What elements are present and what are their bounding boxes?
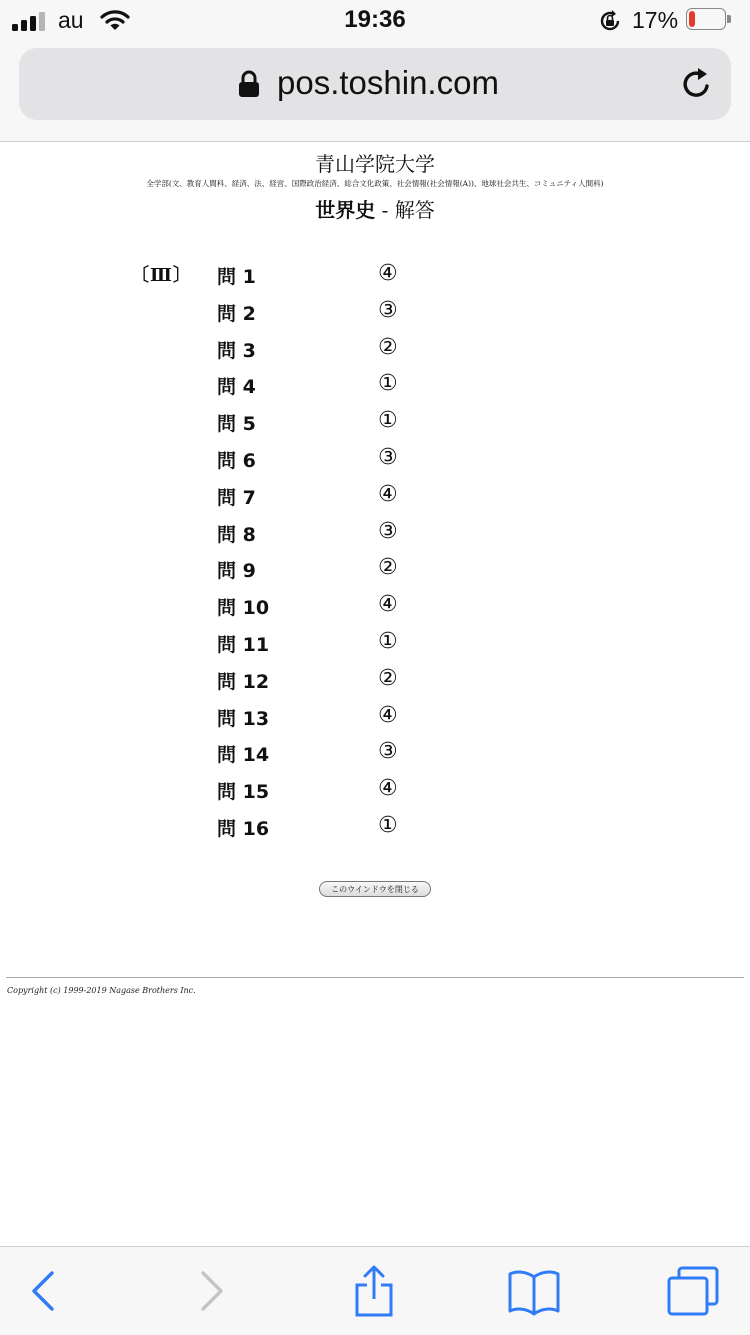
answer-value: ④ <box>378 702 398 728</box>
university-name: 青山学院大学 <box>315 152 435 176</box>
question-label: 問 11 <box>217 634 270 656</box>
subject-name: 世界史 <box>315 198 376 222</box>
battery-icon <box>686 8 732 32</box>
answer-value: ② <box>378 555 398 581</box>
table-row <box>0 590 750 624</box>
carrier-name: au <box>58 7 84 33</box>
table-row <box>0 259 750 293</box>
table-row <box>0 296 750 330</box>
close-window-button[interactable]: このウインドウを閉じる <box>319 881 431 897</box>
question-label: 問 4 <box>217 376 256 399</box>
table-row <box>0 369 750 403</box>
table-row <box>0 443 750 477</box>
question-label: 問 10 <box>217 597 270 620</box>
tabs-icon[interactable] <box>667 1265 719 1317</box>
orientation-lock-icon <box>598 9 622 33</box>
table-row <box>0 737 750 771</box>
question-label: 問 13 <box>217 707 270 730</box>
answer-value: ② <box>378 665 398 691</box>
question-label: 問 3 <box>217 339 256 362</box>
back-icon[interactable] <box>18 1265 70 1317</box>
answer-label: 解答 <box>394 198 435 222</box>
forward-icon <box>185 1265 237 1317</box>
answer-value: ④ <box>378 481 398 507</box>
table-row <box>0 774 750 808</box>
section-label: 〔Ⅲ〕 <box>131 265 192 286</box>
table-row <box>0 333 750 367</box>
table-row <box>0 811 750 845</box>
answer-value: ① <box>378 629 398 654</box>
faculty-list: 全学部(文、教育人間科、経済、法、経営、国際政治経済、総合文化政策、社会情報(社会情報(A))、地球社会共生、コミュニティ人間科) <box>146 179 604 188</box>
address-bar[interactable] <box>19 48 731 120</box>
answer-value: ② <box>378 334 398 360</box>
battery-percent: 17% <box>632 7 679 33</box>
footer-divider <box>6 977 744 978</box>
copyright-text: Copyright (c) 1999-2019 Nagase Brothers Inc. <box>7 986 196 995</box>
question-label: 問 6 <box>217 450 256 472</box>
question-label: 問 7 <box>217 486 256 509</box>
question-label: 問 14 <box>217 744 270 767</box>
question-label: 問 1 <box>217 266 256 288</box>
answer-value: ④ <box>378 776 398 802</box>
page-title <box>0 194 750 223</box>
answer-value: ① <box>378 371 398 397</box>
share-icon[interactable] <box>348 1265 400 1317</box>
table-row <box>0 701 750 735</box>
url-text: pos.toshin.com <box>277 64 499 101</box>
question-label: 問 8 <box>217 523 256 546</box>
page-content <box>0 142 750 1246</box>
table-row <box>0 664 750 698</box>
answer-value: ④ <box>378 592 398 618</box>
browser-address-area <box>0 40 750 142</box>
answer-value: ③ <box>378 445 398 470</box>
table-row <box>0 553 750 587</box>
answer-value: ③ <box>378 739 398 765</box>
answer-value: ① <box>378 408 398 434</box>
question-label: 問 16 <box>217 818 270 840</box>
answer-value: ① <box>378 813 398 838</box>
question-label: 問 2 <box>217 302 256 325</box>
clock: 19:36 <box>344 6 406 33</box>
title-separator: - <box>375 198 395 222</box>
answer-value: ④ <box>378 261 398 286</box>
status-bar <box>0 0 750 40</box>
table-row <box>0 406 750 440</box>
answer-value: ③ <box>378 297 398 323</box>
question-label: 問 9 <box>217 560 256 583</box>
browser-toolbar <box>0 1246 750 1335</box>
table-row <box>0 517 750 551</box>
table-row <box>0 480 750 514</box>
question-label: 問 5 <box>217 413 256 436</box>
table-row <box>0 627 750 661</box>
bookmarks-icon[interactable] <box>508 1265 560 1317</box>
answer-value: ③ <box>378 518 398 544</box>
reload-icon[interactable] <box>679 66 715 102</box>
question-label: 問 15 <box>217 781 270 804</box>
lock-icon <box>238 70 260 98</box>
question-label: 問 12 <box>217 670 270 693</box>
